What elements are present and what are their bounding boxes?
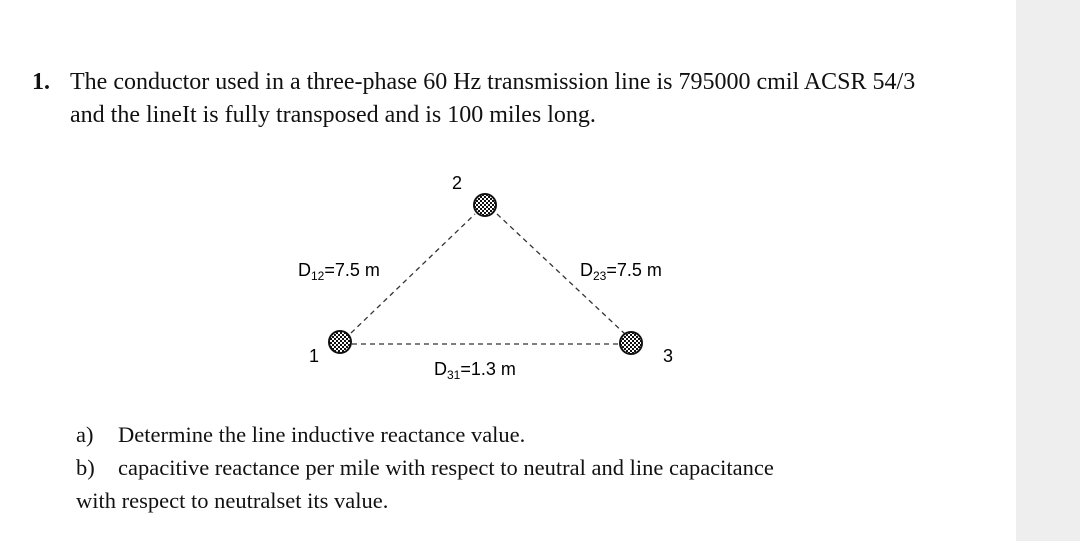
node-label-2: 2 [452, 173, 463, 193]
label-d23: $D_{23}=7.5$ m [580, 260, 662, 283]
problem-line-1: The conductor used in a three-phase 60 Hz transmission line is 795000 cmil ACSR 54/3 [70, 69, 916, 95]
question-label: b) [76, 455, 95, 480]
question-a [76, 418, 1006, 451]
node-label-1: 1 [309, 346, 320, 366]
problem-number: 1. [32, 69, 50, 95]
label-d12: $D_{12}=7.5$ m [298, 260, 380, 283]
question-label: a) [76, 422, 94, 447]
question-text: capacitive reactance per mile with respect to neutral and line capacitance [118, 455, 774, 480]
conductor-1 [329, 331, 351, 353]
question-text: Determine the line inductive reactance value. [118, 422, 526, 447]
conductor-2 [474, 194, 496, 216]
conductor-3 [620, 332, 642, 354]
label-d31: $D_{31}=1.3$ m [434, 359, 516, 382]
question-list [76, 418, 1006, 517]
problem-line-2: and the lineIt is fully transposed and is 100 miles long. [70, 102, 596, 128]
node-label-3: 3 [663, 346, 674, 366]
question-b [76, 451, 1006, 484]
question-b-continuation: with respect to neutralset its value. [76, 488, 389, 513]
